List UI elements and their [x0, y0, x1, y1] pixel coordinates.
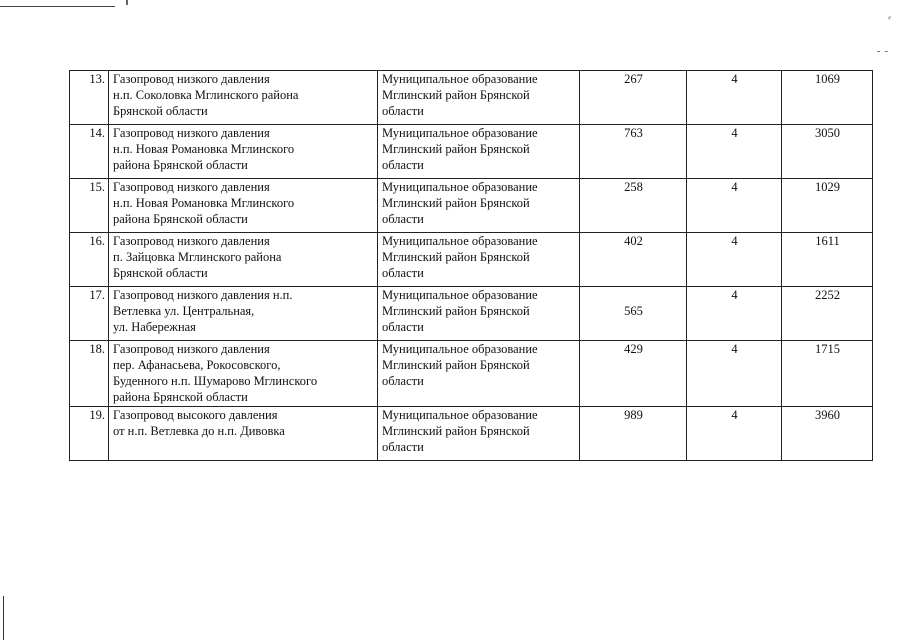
corner-mark: ᵉ: [888, 14, 891, 25]
object-name: Газопровод низкого давления н.п. Соколовка Мглинского района Брянской области: [109, 71, 378, 125]
length-value: 763: [580, 125, 687, 179]
owner: Муниципальное образование Мглинский район Брянской области: [378, 407, 580, 461]
count-value: 4: [687, 341, 782, 407]
total-value: 2252: [782, 287, 873, 341]
count-value: 4: [687, 71, 782, 125]
table-row: [70, 71, 873, 125]
total-value: 1029: [782, 179, 873, 233]
scan-artifact-line: [0, 6, 115, 7]
owner: Муниципальное образование Мглинский район Брянской области: [378, 341, 580, 407]
length-value: 989: [580, 407, 687, 461]
table-row: [70, 407, 873, 461]
scan-artifact-tick: [126, 0, 128, 5]
length-value: 565: [624, 304, 643, 318]
dash-mark: - -: [876, 46, 889, 57]
object-name: Газопровод низкого давления н.п. Ветлевка ул. Центральная, ул. Набережная: [109, 287, 378, 341]
object-name: Газопровод низкого давления п. Зайцовка Мглинского района Брянской области: [109, 233, 378, 287]
length-value: 402: [580, 233, 687, 287]
length-value: 267: [580, 71, 687, 125]
owner: Муниципальное образование Мглинский район Брянской области: [378, 287, 580, 341]
row-number: 17.: [70, 287, 109, 341]
table-row: [70, 125, 873, 179]
count-value: 4: [687, 407, 782, 461]
total-value: 1715: [782, 341, 873, 407]
object-name: Газопровод низкого давления н.п. Новая Романовка Мглинского района Брянской области: [109, 125, 378, 179]
total-value: 3960: [782, 407, 873, 461]
count-value: 4: [687, 179, 782, 233]
length-value: 258: [580, 179, 687, 233]
object-name: Газопровод низкого давления пер. Афанасьева, Рокосовского, Буденного н.п. Шумарово Мглинского района Брянской области: [109, 341, 378, 407]
table-row: [70, 287, 873, 341]
row-number: 18.: [70, 341, 109, 407]
table-row: [70, 233, 873, 287]
row-number: 14.: [70, 125, 109, 179]
owner: Муниципальное образование Мглинский район Брянской области: [378, 125, 580, 179]
total-value: 1611: [782, 233, 873, 287]
object-name: Газопровод высокого давления от н.п. Ветлевка до н.п. Дивовка: [109, 407, 378, 461]
owner: Муниципальное образование Мглинский район Брянской области: [378, 233, 580, 287]
length-value: 429: [580, 341, 687, 407]
total-value: 1069: [782, 71, 873, 125]
scan-artifact-edge: [3, 596, 4, 640]
owner: Муниципальное образование Мглинский район Брянской области: [378, 179, 580, 233]
owner: Муниципальное образование Мглинский район Брянской области: [378, 71, 580, 125]
table-row: [70, 341, 873, 407]
total-value: 3050: [782, 125, 873, 179]
row-number: 13.: [70, 71, 109, 125]
table-row: [70, 179, 873, 233]
row-number: 16.: [70, 233, 109, 287]
count-value: 4: [687, 233, 782, 287]
object-name: Газопровод низкого давления н.п. Новая Романовка Мглинского района Брянской области: [109, 179, 378, 233]
length-cell: [580, 287, 687, 341]
row-number: 19.: [70, 407, 109, 461]
row-number: 15.: [70, 179, 109, 233]
registry-table: [69, 70, 873, 461]
count-value: 4: [687, 125, 782, 179]
count-value: 4: [687, 287, 782, 341]
